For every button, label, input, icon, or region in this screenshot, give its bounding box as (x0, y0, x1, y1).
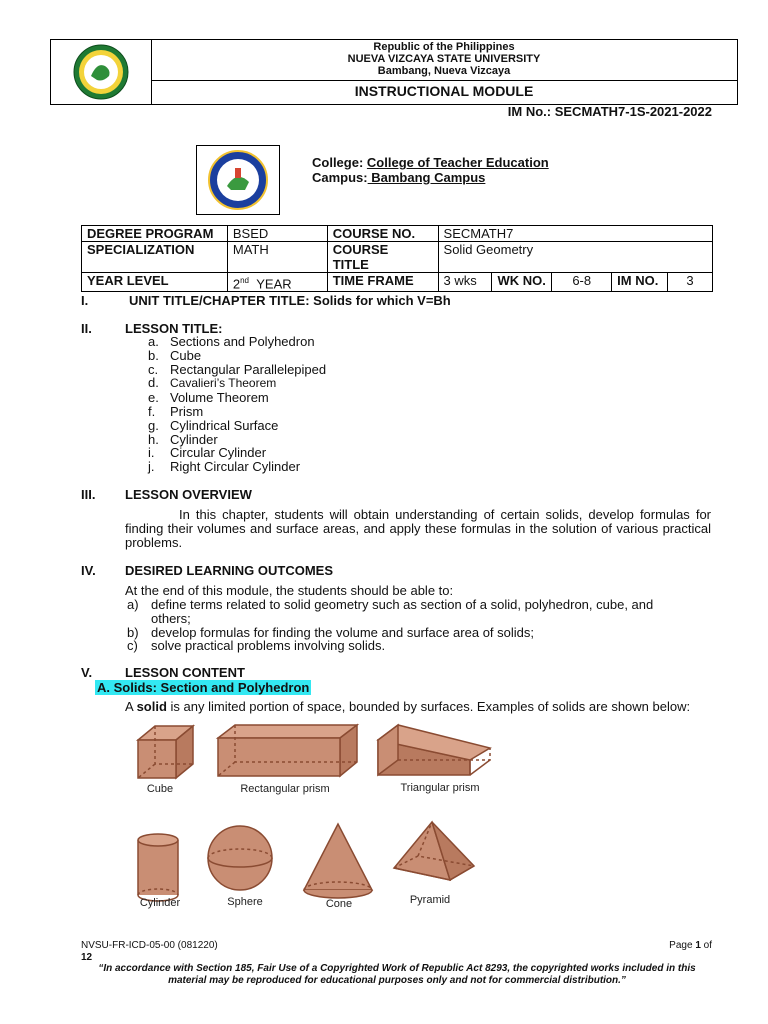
subsection-a-heading: A. Solids: Section and Polyhedron (97, 680, 310, 695)
course-no-label: COURSE NO. (327, 226, 438, 242)
header-institution (151, 40, 737, 81)
section-4-title: DESIRED LEARNING OUTCOMES (125, 563, 334, 578)
solid-prefix: A (125, 699, 137, 714)
list-item (148, 433, 326, 447)
solid-term: solid (136, 699, 167, 714)
section-3-number: III. (81, 487, 96, 502)
header-box (50, 39, 738, 105)
time-frame-value: 3 wks (438, 273, 492, 292)
list-letter: i. (148, 445, 155, 461)
college-value: College of Teacher Education (366, 155, 549, 170)
im-number: IM No.: SECMATH7-1S-2021-2022 (507, 104, 712, 119)
section-1-title: UNIT TITLE/CHAPTER TITLE: Solids for which V=Bh (129, 293, 451, 308)
university-logo-cell (51, 40, 152, 104)
outcomes-intro: At the end of this module, the students should be able to: (125, 583, 454, 598)
list-text: Right Circular Cylinder (170, 459, 301, 475)
specialization-label: SPECIALIZATION (82, 242, 228, 273)
degree-program-label: DEGREE PROGRAM (82, 226, 228, 242)
list-item (148, 460, 326, 474)
list-text: Prism (170, 403, 204, 419)
list-text: Cylindrical Surface (170, 417, 279, 433)
list-letter: a. (148, 334, 159, 349)
course-info-table (81, 225, 713, 292)
outcome-a-cont: others; (151, 610, 191, 626)
solids-figure (0, 720, 768, 920)
outcome-c-text: solve practical problems involving solids. (151, 638, 386, 654)
cube-label: Cube (146, 783, 174, 795)
section-3-title: LESSON OVERVIEW (125, 487, 252, 502)
sphere-label: Sphere (227, 896, 263, 908)
pyramid-shape (394, 822, 474, 880)
header-line-3: Bambang, Nueva Vizcaya (377, 65, 511, 77)
college-logo-box (196, 145, 280, 215)
table-row (82, 242, 713, 273)
list-letter: e. (148, 390, 159, 406)
list-item (148, 349, 326, 363)
list-item (148, 376, 326, 391)
list-text: Cylinder (170, 431, 218, 447)
list-text: Rectangular Parallelepiped (170, 361, 327, 377)
list-item (148, 419, 326, 433)
time-frame-label: TIME FRAME (327, 273, 438, 292)
section-5-title: LESSON CONTENT (125, 665, 245, 680)
course-title-label-line1: COURSE (332, 242, 389, 257)
course-title-label-line2: TITLE (332, 257, 369, 272)
copyright-note: “In accordance with Section 185, Fair Use of a Copyrighted Work of Republic Act 8293, the copyrighted works included in this material may be reproduced for educational purposes only and not for commercial distribution.” (98, 963, 696, 986)
section-1-number: I. (81, 293, 89, 308)
year-level-num: 2 (232, 276, 241, 292)
list-letter: g. (148, 417, 159, 433)
college-line (312, 155, 549, 170)
solid-definition (125, 700, 711, 714)
table-row (82, 273, 713, 292)
outcomes-list (127, 598, 713, 653)
triangular-prism-label: Triangular prism (400, 782, 480, 794)
page-prefix: Page (669, 940, 696, 951)
outcome-letter: b) (127, 624, 139, 640)
list-text: Sections and Polyhedron (170, 334, 315, 349)
module-title: INSTRUCTIONAL MODULE (354, 83, 534, 99)
page-number (669, 940, 712, 951)
solid-rest: is any limited portion of space, bounded by surfaces. Examples of solids are shown below: (166, 699, 691, 714)
campus-value: Bambang Campus (367, 170, 486, 185)
list-item (148, 335, 326, 349)
year-level-word: YEAR (256, 276, 292, 292)
campus-line (312, 170, 485, 185)
outcome-letter: a) (127, 597, 139, 612)
im-no-label: IM NO. (612, 273, 668, 292)
page-total: 12 (81, 952, 93, 963)
section-4-number: IV. (81, 563, 96, 578)
page-of: of (700, 940, 712, 951)
header-line-2: NUEVA VIZCAYA STATE UNIVERSITY (347, 53, 541, 65)
header-line-1: Republic of the Philippines (373, 41, 515, 53)
list-item (148, 405, 326, 419)
triangular-prism-shape (378, 725, 490, 775)
rectangular-prism-shape (218, 725, 357, 776)
list-letter: d. (148, 375, 159, 391)
outcome-a (127, 598, 713, 612)
form-code: NVSU-FR-ICD-05-00 (081220) (81, 940, 218, 951)
degree-program-value: BSED (227, 226, 327, 242)
list-text: Volume Theorem (170, 390, 269, 406)
course-no-value: SECMATH7 (438, 226, 712, 242)
university-seal-icon (51, 40, 151, 104)
overview-paragraph: In this chapter, students will obtain understanding of certain solids, develop formulas for finding their volumes and surface areas, and apply these formulas in the solution of various practical problems. (125, 507, 711, 550)
campus-label: Campus: (312, 170, 368, 185)
outcome-b (127, 626, 713, 640)
specialization-value: MATH (227, 242, 327, 273)
cylinder-label: Cylinder (139, 897, 181, 909)
course-title-value: Solid Geometry (438, 242, 712, 273)
list-letter: f. (148, 403, 156, 419)
outcome-c (127, 639, 713, 653)
cone-shape (304, 824, 372, 898)
list-letter: b. (148, 347, 159, 363)
list-letter: h. (148, 431, 159, 447)
year-level-label: YEAR LEVEL (82, 273, 228, 292)
cylinder-shape (138, 834, 178, 901)
list-item (148, 391, 326, 405)
list-item (148, 446, 326, 460)
outcome-letter: c) (127, 638, 138, 654)
section-2-title: LESSON TITLE: (125, 321, 223, 336)
im-no-value: 3 (668, 273, 713, 292)
table-row (82, 226, 713, 242)
wk-no-label: WK NO. (492, 273, 552, 292)
lesson-title-list (148, 335, 326, 474)
outcome-b-text: develop formulas for finding the volume and surface area of solids; (151, 624, 534, 640)
wk-no-value: 6-8 (552, 273, 612, 292)
list-letter: j. (148, 459, 155, 475)
page-current: 1 (695, 940, 701, 951)
college-seal-icon (197, 146, 279, 214)
cube-shape (138, 726, 193, 778)
cone-label: Cone (325, 898, 353, 910)
pyramid-label: Pyramid (409, 894, 451, 906)
list-letter: c. (148, 361, 159, 377)
solids-drawing (0, 720, 768, 920)
section-5-number: V. (81, 665, 93, 680)
list-text: Cavalieri’s Theorem (170, 376, 277, 391)
year-level-value (227, 273, 327, 292)
course-title-label (327, 242, 438, 273)
list-text: Cube (170, 347, 202, 363)
outcome-a-line1: define terms related to solid geometry such as section of a solid, polyhedron, cube, and (151, 597, 654, 612)
college-label: College: (312, 155, 367, 170)
list-text: Circular Cylinder (170, 445, 267, 461)
section-2-number: II. (81, 321, 92, 336)
sphere-shape (208, 826, 272, 890)
year-level-sup: nd (240, 276, 250, 285)
list-item (148, 363, 326, 377)
rectangular-prism-label: Rectangular prism (240, 783, 330, 795)
